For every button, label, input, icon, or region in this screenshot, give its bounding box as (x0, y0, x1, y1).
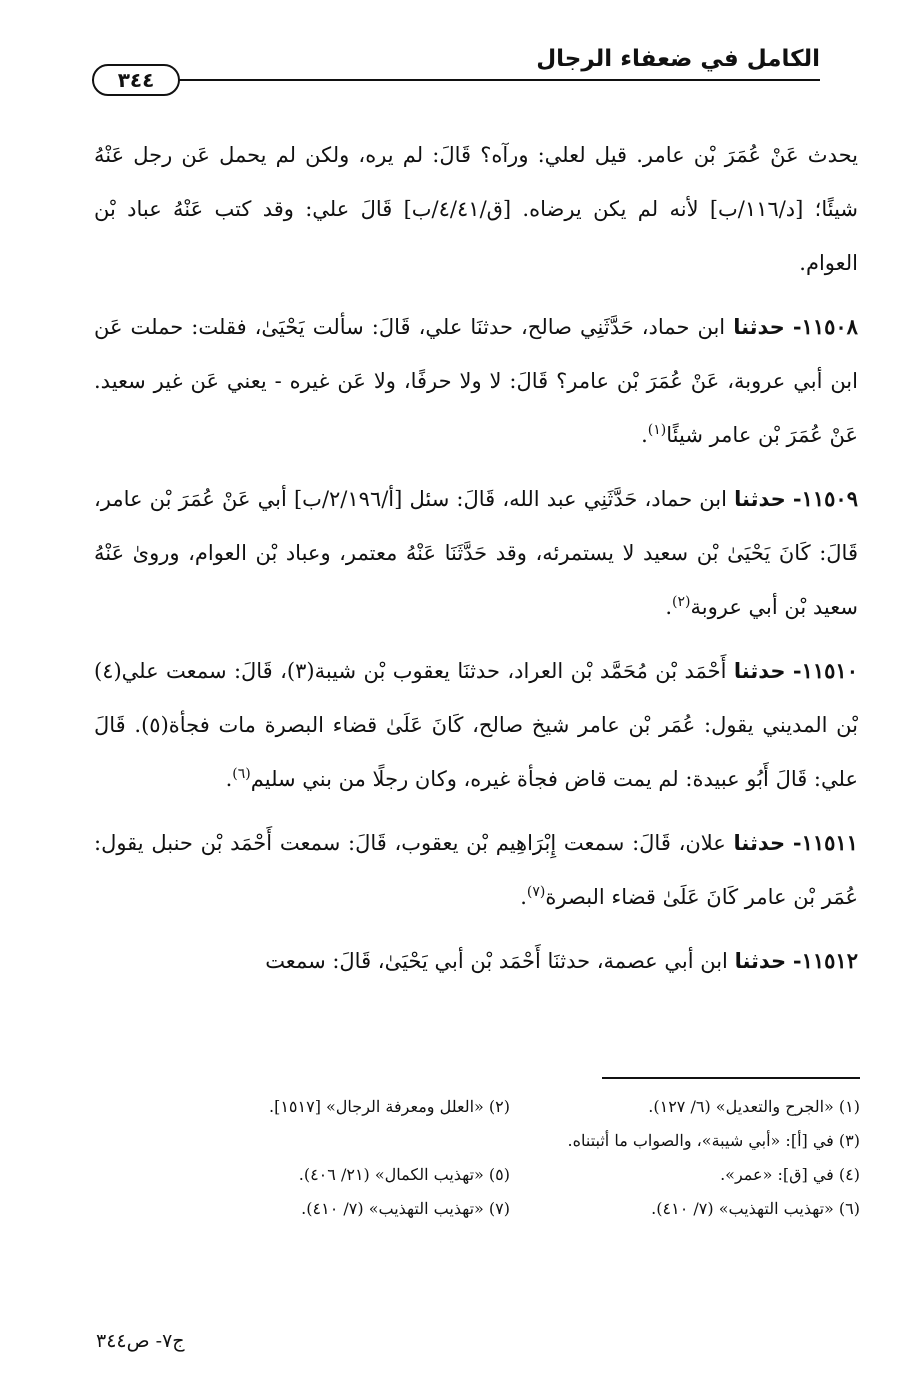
paragraph-text: ابن حماد، حَدَّثَنِي عبد الله، قَالَ: سئل [أ/٢/١٩٦/ب] أبي عَنْ عُمَرَ بْن عامر، قَالَ: كَانَ يَحْيَىٰ بْن سعيد لا يستمرئه، وقد حَدَّثَنَا عَنْهُ معتمر، وعباد بْن العوام، وروىٰ عَنْهُ سعيد بْن أبي عروبة (94, 487, 858, 619)
footnote: (٣) في [أ]: «أبي شيبة»، والصواب ما أثبتناه. (567, 1131, 860, 1150)
hadith-number: ١١٥١٠- (792, 658, 858, 683)
footnote: (١) «الجرح والتعديل» (٦/ ١٢٧). (648, 1097, 860, 1116)
narration-keyword: حدثنا (733, 659, 786, 683)
footnote-ref: (٦) (232, 766, 251, 782)
footnote: (٥) «تهذيب الكمال» (٢١/ ٤٠٦). (298, 1165, 510, 1184)
page-header (92, 38, 820, 92)
header-rule (92, 79, 820, 81)
footnote: (٧) «تهذيب التهذيب» (٧/ ٤١٠). (301, 1199, 510, 1218)
footnote: (٦) «تهذيب التهذيب» (٧/ ٤١٠). (651, 1199, 860, 1218)
hadith-paragraph (94, 934, 858, 988)
narration-keyword: حدثنا (733, 315, 785, 339)
narration-keyword: حدثنا (733, 831, 786, 855)
footnote-ref: (٧) (526, 884, 546, 900)
hadith-paragraph (94, 300, 858, 462)
hadith-number: ١١٥١١- (792, 830, 858, 855)
paragraph-text: ابن أبي عصمة، حدثنَا أَحْمَد بْن أبي يَحْيَىٰ، قَالَ: سمعت (265, 949, 728, 973)
paragraph-end: . (520, 885, 527, 909)
narration-keyword: حدثنا (734, 949, 787, 973)
hadith-number: ١١٥١٢- (792, 948, 858, 973)
footnote-ref: (٢) (672, 594, 691, 610)
footnote-row (160, 1158, 860, 1192)
paragraph-end: . (641, 423, 648, 447)
paragraph-text: علان، قَالَ: سمعت إِبْرَاهِيم بْن يعقوب، قَالَ: سمعت أَحْمَد بْن حنبل يقول: عُمَر بْن عامر كَانَ عَلَىٰ قضاء البصرة (94, 831, 858, 909)
main-text (94, 128, 858, 998)
hadith-number: ١١٥٠٩- (792, 486, 858, 511)
paragraph-text: أَحْمَد بْن مُحَمَّد بْن العراد، حدثنَا يعقوب بْن شيبة(٣)، قَالَ: سمعت علي(٤) بْن المديني يقول: عُمَر بْن عامر شيخ صالح، كَانَ عَلَىٰ قضاء البصرة مات فجأة(٥). قَالَ علي: قَالَ أَبُو عبيدة: لم يمت قاض فجأة غيره، وكان رجلًا من بني سليم (94, 659, 858, 791)
book-title: الكامل في ضعفاء الرجال (536, 46, 820, 72)
narration-keyword: حدثنا (734, 487, 786, 511)
volume-page-reference: ج٧- ص٣٤٤ (96, 1330, 185, 1352)
footnote: (٢) «العلل ومعرفة الرجال» [١٥١٧]. (268, 1097, 510, 1116)
footnote-ref: (١) (647, 422, 667, 438)
hadith-number: ١١٥٠٨- (792, 314, 858, 339)
paragraph-text: يحدث عَنْ عُمَرَ بْن عامر. قيل لعلي: ورآه؟ قَالَ: لم يره، ولكن لم يحمل عَن رجل عَنْهُ شيئًا؛ [د/١١٦/ب] لأنه لم يكن يرضاه. [ق/٤/٤١/ب] قَالَ علي: وقد كتب عَنْهُ عباد بْن العوام. (94, 143, 858, 275)
page-number-badge: ٣٤٤ (92, 64, 180, 96)
paragraph-text: ابن حماد، حَدَّثَنِي صالح، حدثنَا علي، قَالَ: سألت يَحْيَىٰ، فقلت: حملت عَن ابن أبي عروبة، عَنْ عُمَرَ بْن عامر؟ قَالَ: لا ولا حرفًا، ولا عَن غيره - يعني عَن غير سعيد. عَنْ عُمَرَ بْن عامر شيئًا (94, 315, 858, 447)
paragraph-end: . (225, 767, 233, 791)
hadith-paragraph (94, 644, 858, 806)
footnote-row (160, 1090, 860, 1124)
paragraph-end: . (665, 595, 673, 619)
footnote-rule (602, 1077, 860, 1079)
footnote: (٤) في [ق]: «عمر». (720, 1165, 860, 1184)
footnotes (160, 1090, 860, 1226)
hadith-paragraph (94, 816, 858, 924)
hadith-paragraph (94, 472, 858, 634)
footnote-row (160, 1124, 860, 1158)
paragraph (94, 128, 858, 290)
footnote-row (160, 1192, 860, 1226)
